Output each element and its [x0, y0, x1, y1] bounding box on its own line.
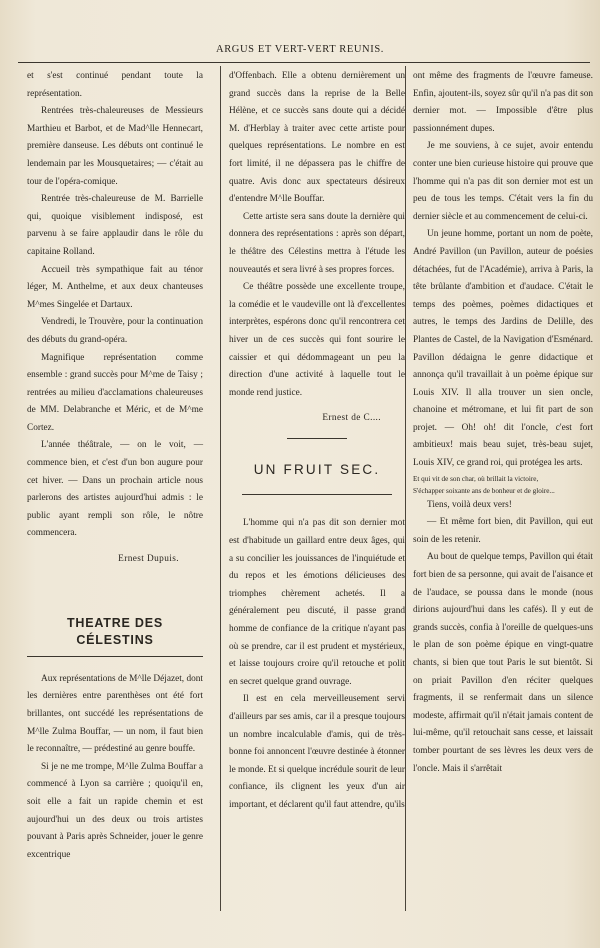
- paragraph: ont même des fragments de l'œuvre fameuse. Enfin, ajoutent-ils, soyez sûr qu'il n'a pas dit son dernier mot. — Impossible d'être plus passionnément dupes.: [413, 71, 593, 134]
- author-signature: Ernest Dupuis.: [118, 554, 179, 565]
- header-rule: [18, 62, 590, 63]
- section-title: UN FRUIT SEC.: [253, 461, 381, 477]
- paragraph: Si je ne me trompe, M^lle Zulma Bouffar a commencé à Lyon sa carrière ; quoiqu'il en, soit elle a fait un rapide chemin et est aujourd'hui un des deux ou trois artistes pouvant à Paris après Schneider, jouer le genre excentrique: [27, 761, 203, 860]
- paragraph: Au bout de quelque temps, Pavillon qui était fort bien de sa personne, qui avait de l'aisance et de l'audace, se poussa dans le monde (nous dirions aujourd'hui dans les cafés). Il y eut de grands succès, confia à l'oreille de quelques-uns le plan de son poème épique en vingt-quatre chants, si bien que tout Paris le sut bientôt. Si on priait Pavillon d'en réciter quelques fragments, il se renfermait dans un silence modeste, affirmait qu'il n'était jamais content de lui-même, qu'il retouchait sans cesse, et laissait tomber pourtant de ses lèvres les deux vers de l'oncle. Mais il s'arrêtait: [413, 552, 593, 774]
- paragraph: d'Offenbach. Elle a obtenu dernièrement un grand succès dans la reprise de la Belle Hélène, et ce succès sans doute qui a décidé M. d'Herblay à traiter avec cette artiste pour quelques représentations. Le nombre en est fort limité, il ne dépassera pas le chiffre de quatre. Avis donc aux spectateurs désireux d'entendre M^lle Bouffar.: [229, 71, 405, 205]
- column-divider: [405, 66, 406, 911]
- paragraph: L'année théâtrale, — on le voit, — commence bien, et c'est d'un bon augure pour cet hiver. — Dans un prochain article nous parlerons des artistes aujourd'hui admis : le public ayant rempli son rôle, le nôtre commencera.: [27, 440, 203, 539]
- paragraph: — Et même fort bien, dit Pavillon, qui eut soin de les retenir.: [413, 517, 593, 545]
- column-divider: [220, 66, 221, 911]
- section-rule: [242, 494, 392, 495]
- verse-line: S'échapper soixante ans de bonheur et de gloire...: [413, 486, 555, 495]
- column-1: [27, 68, 203, 864]
- section-rule: [287, 438, 347, 439]
- paragraph: Rentrées très-chaleureuses de Messieurs Marthieu et Barbot, et de Mad^lle Hennecart, première danseuse. Les débuts ont continué le lendemain par les Mousquetaires; — c'était au tour de l'opéra-comique.: [27, 106, 203, 187]
- author-signature: Ernest de C....: [322, 413, 381, 424]
- paragraph: Rentrée très-chaleureuse de M. Barrielle qui, quoique visiblement indisposé, est parvenu à se faire applaudir dans le rôle du capitaine Rolland.: [27, 194, 203, 257]
- column-2: [229, 68, 405, 815]
- paragraph: Il est en cela merveilleusement servi d'ailleurs par ses amis, car il a presque toujours un nombre incalculable d'amis, qui de très-bonne foi annoncent l'œuvre destinée à étonner le monde. Et si quelque incrédule sourit de leur confiance, ils clignent les yeux d'un air important, et déclarent qu'il faut attendre, qu'ils: [229, 694, 405, 810]
- section-title: THEATRE DES CÉLESTINS: [66, 615, 164, 648]
- paragraph: Accueil très sympathique fait au ténor léger, M. Anthelme, et aux deux chanteuses M^mes Singelée et Dartaux.: [27, 264, 203, 310]
- paragraph: Aux représentations de M^lle Déjazet, dont les dernières entre parenthèses ont été fort brillantes, ont succédé les représentations de M^lle Zulma Bouffar, — un nom, il faut bien le reconnaître, — prédestiné au genre bouffe.: [27, 673, 203, 755]
- paragraph: Vendredi, le Trouvère, pour la continuation des débuts du grand-opéra.: [27, 317, 203, 345]
- paragraph: et s'est continué pendant toute la représentation.: [27, 71, 203, 99]
- verse-line: Et qui vit de son char, où brillait la victoire,: [413, 474, 539, 483]
- paragraph: Tiens, voilà deux vers!: [427, 499, 512, 510]
- paragraph: L'homme qui n'a pas dit son dernier mot est d'habitude un gaillard entre deux âges, qui a su concilier les jouissances de l'inquiétude et du repos et les émotions délicieuses des triomphes chèrement achetés. Il a généralement peu discuté, il passe grand homme de confiance de la critique n'ayant pas où se prendre, car il est prudent et mystérieux, et laisse toujours croire qu'il retouche et polit en secret quelque grand ouvrage.: [229, 518, 405, 687]
- paragraph: Cette artiste sera sans doute la dernière qui donnera des représentations : après son départ, le théâtre des Célestins mettra à l'étude les nouveautés et sera livré à ses propres forces.: [229, 211, 405, 275]
- page-header: ARGUS ET VERT-VERT REUNIS.: [216, 44, 384, 55]
- paragraph: Un jeune homme, portant un nom de poète, André Pavillon (un Pavillon, auteur de poésies détachées, fut de l'Académie), arriva à Paris, la tête brûlante d'ambition et d'audace. C'était le temps des poèmes, poèmes didactiques et autres, le temps des Jardins de Delille, des Plantes de Castel, de la Navigation d'Esménard. Pavillon dédaigna le genre didactique et annonça qu'il travaillait à un poème épique sur Louis XIV. Il alla trouver un sien oncle, chanoine et métromane, et lui fit part de son projet. — Oh! oh! dit l'oncle, c'est fort ambitieux! mais beau sujet, très-beau sujet, Louis XIV, ce grand roi, qui protégea les arts.: [413, 229, 593, 469]
- paragraph: Je me souviens, à ce sujet, avoir entendu conter une bien curieuse histoire qui prouve que l'homme qui n'a pas dit son dernier mot est un peu de tous les temps. C'était vers la fin du dernier siècle et au commencement de celui-ci.: [413, 141, 593, 222]
- paragraph: Magnifique représentation comme ensemble : grand succès pour M^me de Taisy ; rentrées au milieu d'acclamations chaleureuses de MM. Delabranche et Méric, et de M^me Cortez.: [27, 352, 203, 433]
- paragraph: Ce théâtre possède une excellente troupe, la comédie et le vaudeville ont là d'excellentes interprètes, espérons donc qu'il rencontrera cet hiver un de ces succès qui font sourire le caissier et qui dédommageant un peu la direction d'une activité à laquelle tout le monde rend justice.: [229, 282, 405, 398]
- column-3: [413, 68, 593, 778]
